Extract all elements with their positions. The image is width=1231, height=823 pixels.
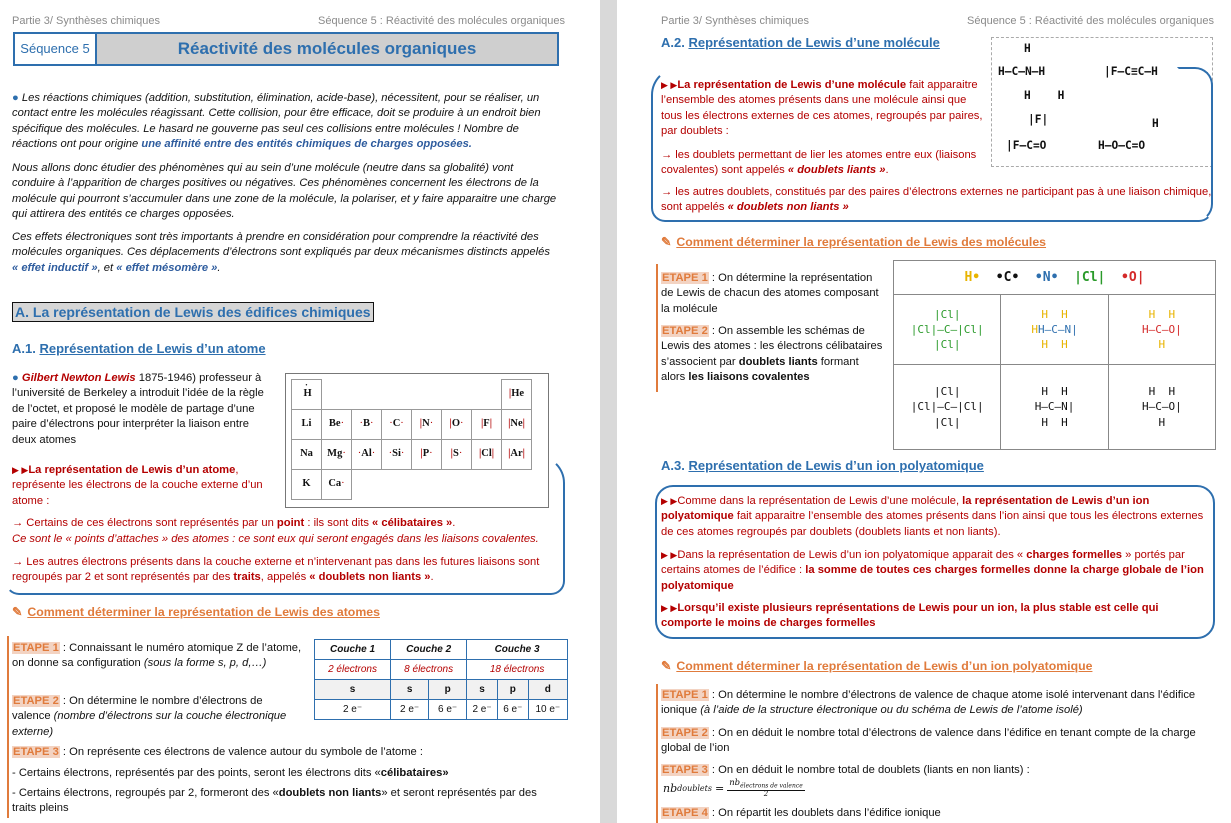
left-page <box>0 0 600 823</box>
ch3o-dots: H H H—C—O| H <box>1108 295 1215 365</box>
val-2p: 6 e⁻ <box>429 700 467 720</box>
val-2s: 2 e⁻ <box>391 700 429 720</box>
step-2: ETAPE 2 : On détermine le nombre d’électrons de valence (nombre d’électrons sur la couche électronique externe) <box>12 695 287 738</box>
atom-c: C <box>1003 269 1012 285</box>
triangle-icon: ▶ ▶ <box>661 496 678 506</box>
element-b: ·B· <box>352 410 382 440</box>
formyl-fluoride-mid: |F—C=O <box>1006 139 1047 152</box>
howto-molecules: ✎ Comment déterminer la représentation de Lewis des molécules <box>661 235 1047 249</box>
vertical-rule <box>656 684 658 823</box>
pencil-icon: ✎ <box>661 235 672 249</box>
sequence-banner <box>13 32 559 66</box>
box-atom-line-1: → Certains de ces électrons sont représentés par un point : ils sont dits « célibataires ». <box>12 517 456 529</box>
fluoroacetylene: |F—C≡C—H <box>1104 65 1158 78</box>
element-al: ·Al· <box>352 440 382 470</box>
sub-2s: s <box>391 680 429 700</box>
howto-atoms: ✎ Comment déterminer la représentation de Lewis des atomes <box>12 605 380 619</box>
box-atom-line-2: Ce sont le « points d’attaches » des atomes : ce sont eux qui seront engagés dans les liaisons covalentes. <box>12 533 539 545</box>
triangle-icon: ▶ ▶ <box>12 465 29 475</box>
right-page <box>617 0 1231 823</box>
box-ion-p3: ▶ ▶Lorsqu’il existe plusieurs représentations de Lewis pour un ion, la plus stable est celle qui comporte le moins de charges formelles <box>661 602 1159 630</box>
triangle-icon: ▶ ▶ <box>661 80 678 90</box>
section-a3-title: A.3. Représentation de Lewis d’un ion polyatomique <box>661 458 984 473</box>
element-be: Be· <box>322 410 352 440</box>
ccl4-dots: |Cl| |Cl|—C—|Cl| |Cl| <box>894 295 1001 365</box>
ch3nh-lewis: H H H—C—N| H H <box>1001 365 1108 450</box>
header-left: Partie 3/ Synthèses chimiques <box>12 15 160 27</box>
atom-cl: Cl <box>1081 269 1098 285</box>
val-3d: 10 e⁻ <box>528 700 567 720</box>
vertical-rule <box>656 264 658 392</box>
box-atom-title: ▶ ▶La représentation de Lewis d’un atome, représente les électrons de la couche externe d’un atome : <box>12 464 263 507</box>
sub-3s: s <box>467 680 498 700</box>
shell-1-head: Couche 1 <box>315 640 391 660</box>
section-a-title: A. La représentation de Lewis des édifices chimiques <box>12 302 374 322</box>
step-mol-1: ETAPE 1 : On détermine la représentation de Lewis de chacun des atomes composant la molécule <box>661 272 879 315</box>
step-3: ETAPE 3 : On représente ces électrons de valence autour du symbole de l’atome : <box>13 746 423 758</box>
step-ion-3: ETAPE 3 : On en déduit le nombre total de doublets (liants en non liants) : <box>662 764 1030 776</box>
box-ion-p2: ▶ ▶Dans la représentation de Lewis d’un ion polyatomique apparait des « charges formelles » portés par certains atomes de l’édifice : la somme de toutes ces charges formelles donne la charge globale de l’ion polyatomique <box>661 549 1204 592</box>
element-ne: |Ne| <box>502 410 532 440</box>
val-1s: 2 e⁻ <box>315 700 391 720</box>
sub-3p: p <box>497 680 528 700</box>
pencil-icon: ✎ <box>12 605 23 619</box>
element-k: K <box>292 470 322 500</box>
bullet-icon: ● <box>12 92 19 104</box>
vertical-rule <box>7 636 9 818</box>
element-li: Li <box>292 410 322 440</box>
element-s: |S· <box>442 440 472 470</box>
ch3o-lewis: H H H—C—O| H <box>1108 365 1215 450</box>
step-ion-2: ETAPE 2 : On en déduit le nombre total d’électrons de valence dans l’édifice en tenant compte de la charge global de l’ion <box>661 727 1196 755</box>
sub-1s: s <box>315 680 391 700</box>
element-p: |P· <box>412 440 442 470</box>
step-1: ETAPE 1 : Connaissant le numéro atomique Z de l’atome, on donne sa configuration (sous la forme s, p, d,…) <box>12 642 302 670</box>
sequence-title: Réactivité des molécules organiques <box>97 34 557 64</box>
formic-acid-top: H <box>1152 117 1159 130</box>
ch3nh-dots: H H HH—C—N| H H <box>1001 295 1108 365</box>
val-3s: 2 e⁻ <box>467 700 498 720</box>
sub-3d: d <box>528 680 567 700</box>
element-mg: Mg· <box>322 440 352 470</box>
step-3-line-1: - Certains électrons, représentés par des points, seront les électrons dits «célibataires» <box>12 767 449 779</box>
element-si: ·Si· <box>382 440 412 470</box>
intro-paragraph-2: Nous allons donc étudier des phénomènes qui au sein d’une molécule (neutre dans sa globalité) vont conduire à l’apparition de charges positives ou négatives. Ces phénomènes concernent les électrons de la molécule qui pourront s’accumuler dans une zone de la molécule, la polariser, et y faire apparaitre une charge qui attirera des entités ce charges opposées. <box>12 162 557 221</box>
intro-paragraph-1: ● Les réactions chimiques (addition, substitution, élimination, acide-base), nécessitent, pour se réaliser, un contact entre les molécules réagissant. Cette collision, pour être efficace, doit se produire à un endroit bien spécifique des molécules. Le hasard ne gouverne pas seul ces collisions entre molécules ! Nombre de réactions ont pour origine une affinité entre des entités chimiques de charges opposées. <box>12 92 541 151</box>
methylamine-bot: H H <box>1024 89 1065 102</box>
element-he: |He <box>502 380 532 410</box>
shell-table <box>314 639 568 720</box>
section-a1-title: A.1. Représentation de Lewis d’un atome <box>12 341 266 356</box>
howto-ions: ✎ Comment déterminer la représentation de Lewis d’un ion polyatomique <box>661 659 1093 673</box>
val-3p: 6 e⁻ <box>497 700 528 720</box>
atom-n: N <box>1042 269 1051 285</box>
element-n: |N· <box>412 410 442 440</box>
shell-1-count: 2 électrons <box>315 660 391 680</box>
lewis-assembly-grid <box>893 260 1216 450</box>
atom-h: H <box>964 269 973 285</box>
intro-paragraph-3: Ces effets électroniques sont très importants à prendre en considération pour comprendre la réactivité des molécules organiques. Ces déplacements d’électrons sont expliqués par deux mécanismes distincts appelés « effet inductif », et « effet mésomère ». <box>12 231 550 274</box>
section-a2-title: A.2. Représentation de Lewis d’une molécule <box>661 35 940 50</box>
step-mol-2: ETAPE 2 : On assemble les schémas de Lewis des atomes : les électrons célibataires s’associent par doublets liants formant alors les liaisons covalentes <box>661 325 883 384</box>
sequence-label: Séquence 5 <box>15 34 97 64</box>
shell-3-head: Couche 3 <box>467 640 568 660</box>
element-na: Na <box>292 440 322 470</box>
methylamine-mid: H—C—N—H <box>998 65 1046 78</box>
element-c: ·C· <box>382 410 412 440</box>
element-o: |O· <box>442 410 472 440</box>
pencil-icon: ✎ <box>661 659 672 673</box>
shell-2-head: Couche 2 <box>391 640 467 660</box>
box-molecule-title: ▶ ▶La représentation de Lewis d’une molécule fait apparaitre l’ensemble des atomes présents dans une molécule ainsi que tous les électrons externes de ces atomes, regroupés par paires, par doublets : <box>661 79 983 138</box>
lewis-bio: ● Gilbert Newton Lewis 1875-1946) professeur à l’université de Berkeley a introduit l’idée de la règle de l’octet, et proposé le modèle de partage d’une paire d’électrons pour interpréter la liaison entre deux atomes <box>12 372 264 446</box>
triangle-icon: ▶ ▶ <box>661 550 678 560</box>
element-ar: |Ar| <box>502 440 532 470</box>
header-right: Séquence 5 : Réactivité des molécules organiques <box>318 15 566 27</box>
triangle-icon: ▶ ▶ <box>661 603 678 613</box>
element-f: |F| <box>472 410 502 440</box>
box-ion-p1: ▶ ▶Comme dans la représentation de Lewis d’une molécule, la représentation de Lewis d’un ion polyatomique fait apparaitre l’ensemble des atomes présents dans l’ion ainsi que tous les électrons externes de ces atomes regroupés par doublets (doublets liants et non liants). <box>661 495 1204 538</box>
bullet-icon: ● <box>12 372 19 384</box>
formyl-fluoride-top: |F| <box>1028 113 1049 126</box>
header-left: Partie 3/ Synthèses chimiques <box>661 15 809 27</box>
header-right: Séquence 5 : Réactivité des molécules organiques <box>967 15 1215 27</box>
shell-2-count: 8 électrons <box>391 660 467 680</box>
formic-acid-mid: H—O—C=O <box>1098 139 1146 152</box>
shell-3-count: 18 électrons <box>467 660 568 680</box>
atom-row: H• •C• •N• |Cl| •O| <box>894 261 1216 295</box>
element-cl: |Cl| <box>472 440 502 470</box>
atom-o: O <box>1128 269 1137 285</box>
sub-2p: p <box>429 680 467 700</box>
box-atom-line-3: → Les autres électrons présents dans la couche externe et n’intervenant pas dans les futures liaisons sont regroupés par 2 et sont représentés par des traits, appelés « doublets non liants ». <box>12 556 540 584</box>
ccl4-lewis: |Cl| |Cl|—C—|Cl| |Cl| <box>894 365 1001 450</box>
element-ca: Ca· <box>322 470 352 500</box>
element-h: •H <box>292 380 322 410</box>
step-ion-1: ETAPE 1 : On détermine le nombre d’électrons de valence de chaque atome isolé intervenant dans l’édifice ionique (à l’aide de la structure électronique ou du schéma de Lewis de l’atome isolé) <box>661 689 1196 717</box>
step-ion-4: ETAPE 4 : On répartit les doublets dans l’édifice ionique <box>662 807 941 819</box>
box-molecule-line-1: → les doublets permettant de lier les atomes entre eux (liaisons covalentes) sont appelés « doublets liants ». <box>661 149 977 177</box>
doublets-formula: nb doublets = $nb_{électrons de valence}$ 2 <box>663 778 803 799</box>
box-molecule-line-2: → les autres doublets, constitués par des paires d’électrons externes ne participant pas à une liaison chimique, sont appelés « doublets non liants » <box>661 186 1212 214</box>
methylamine-top: H <box>1024 42 1031 55</box>
step-3-line-2: - Certains électrons, regroupés par 2, formeront des «doublets non liants» et seront représentés par des traits pleins <box>12 787 537 815</box>
